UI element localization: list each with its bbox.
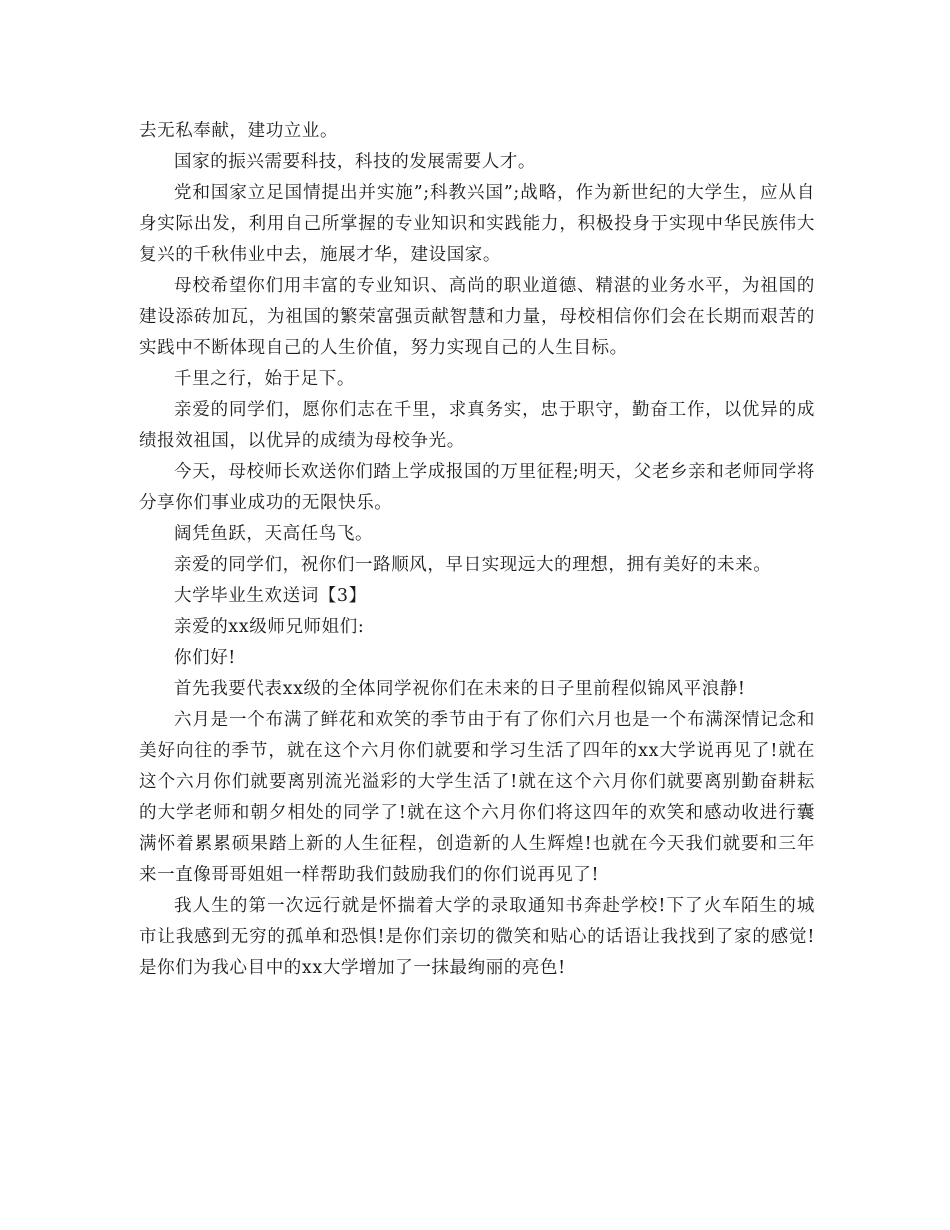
paragraph: 阔凭鱼跃，天高任鸟飞。 <box>174 524 374 544</box>
section-heading: 大学毕业生欢送词【3】 <box>174 586 367 606</box>
paragraph: 首先我要代表xx级的全体同学祝你们在未来的日子里前程似锦风平浪静! <box>174 679 746 699</box>
greeting: 你们好! <box>174 648 236 668</box>
paragraph: 国家的振兴需要科技，科技的发展需要人才。 <box>174 152 536 172</box>
paragraph: 六月是一个布满了鲜花和欢笑的季节由于有了你们六月也是一个布满深情记念和美好向往的季节，就在这个六月你们就要和学习生活了四年的xx大学说再见了!就在这个六月你们就要离别流光溢彩的大学生活了!就在这个六月你们就要离别勤奋耕耘的大学老师和朝夕相处的同学了!就在这个六月你们将这四年的欢笑和感动收进行囊满怀着累累硕果踏上新的人生征程，创造新的人生辉煌!也就在今天我们就要和三年来一直像哥哥姐姐一样帮助我们鼓励我们的你们说再见了! <box>139 710 815 885</box>
paragraph: 亲爱的同学们，祝你们一路顺风，早日实现远大的理想，拥有美好的未来。 <box>174 555 772 575</box>
paragraph: 今天，母校师长欢送你们踏上学成报国的万里征程;明天，父老乡亲和老师同学将分享你们事业成功的无限快乐。 <box>139 462 815 513</box>
paragraph-continuation: 去无私奉献，建功立业。 <box>139 121 339 141</box>
salutation: 亲爱的xx级师兄师姐们: <box>174 617 365 637</box>
paragraph: 党和国家立足国情提出并实施”;科教兴国”;战略，作为新世纪的大学生，应从自身实际出发，利用自己所掌握的专业知识和实践能力，积极投身于实现中华民族伟大复兴的千秋伟业中去，施展才华，建设国家。 <box>139 183 815 265</box>
paragraph: 千里之行，始于足下。 <box>174 369 355 389</box>
paragraph: 母校希望你们用丰富的专业知识、高尚的职业道德、精湛的业务水平，为祖国的建设添砖加瓦，为祖国的繁荣富强贡献智慧和力量，母校相信你们会在长期而艰苦的实践中不断体现自己的人生价值，努力实现自己的人生目标。 <box>139 276 815 358</box>
paragraph: 亲爱的同学们，愿你们志在千里，求真务实，忠于职守，勤奋工作，以优异的成绩报效祖国，以优异的成绩为母校争光。 <box>139 400 815 451</box>
document-body <box>139 116 815 984</box>
paragraph: 我人生的第一次远行就是怀揣着大学的录取通知书奔赴学校!下了火车陌生的城市让我感到无穷的孤单和恐惧!是你们亲切的微笑和贴心的话语让我找到了家的感觉!是你们为我心目中的xx大学增加了一抹最绚丽的亮色! <box>139 896 815 978</box>
